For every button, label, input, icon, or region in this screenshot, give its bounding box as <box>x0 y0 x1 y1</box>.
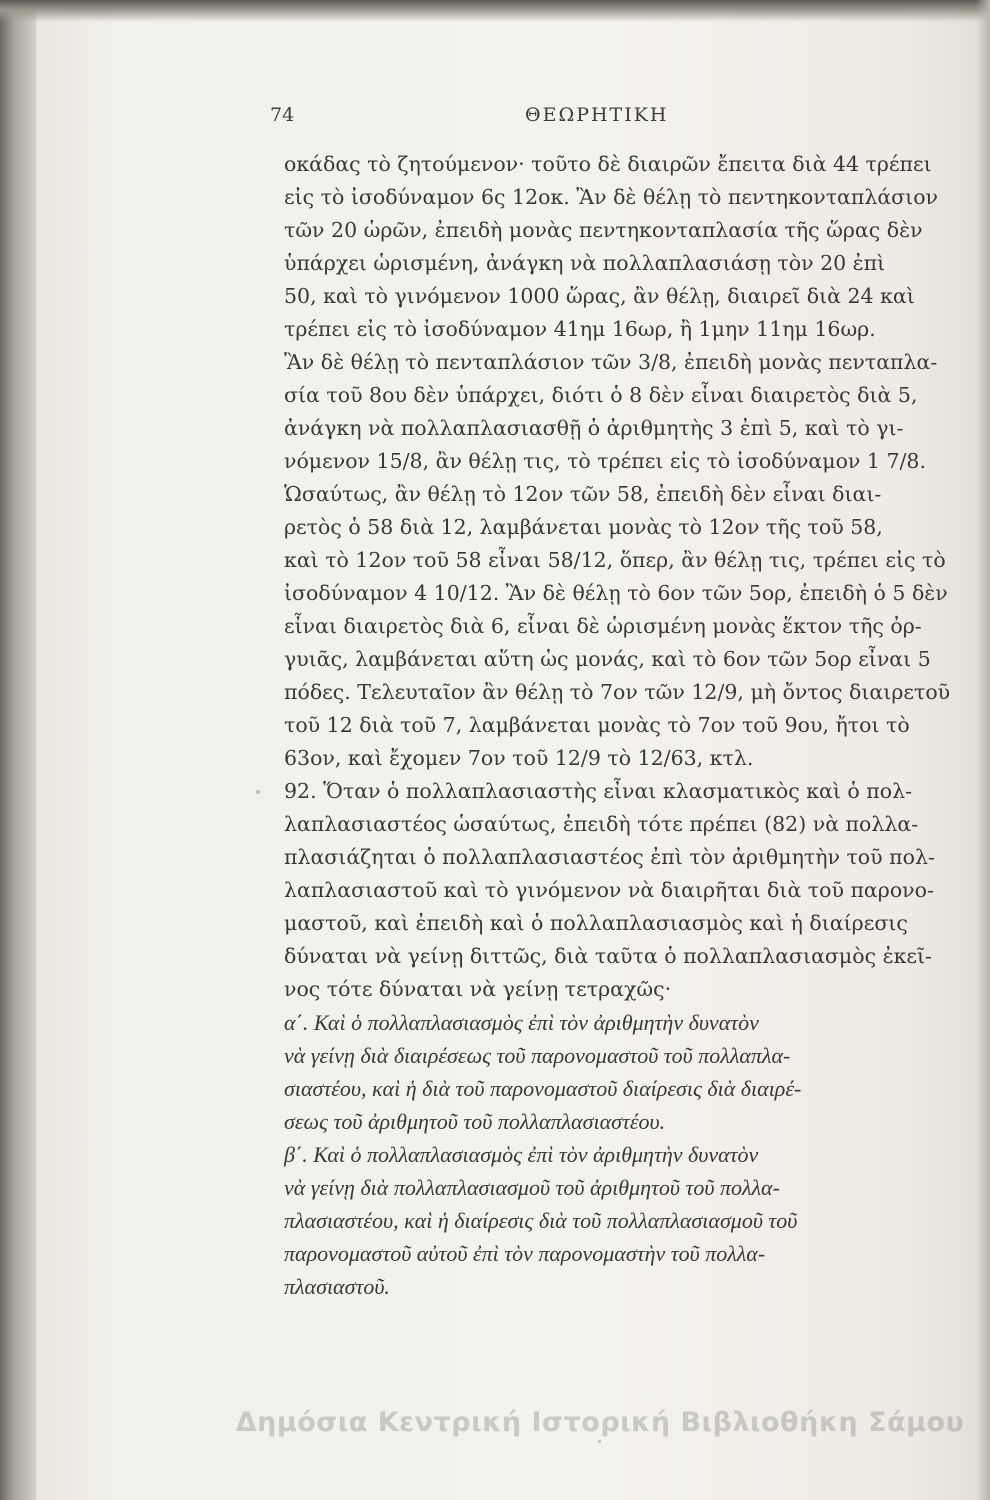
text-line: πλασιάζηται ὁ πολλαπλασιαστέος ἐπὶ τὸν ἀριθμητὴν τοῦ πολ- <box>284 845 935 869</box>
italic-text-line: νὰ γείνῃ διὰ διαιρέσεως τοῦ παρονομαστοῦ τοῦ πολλαπλα- <box>284 1043 791 1068</box>
running-head: ΘΕΩΡΗΤΙΚΗ <box>525 104 669 126</box>
text-line: ρετὸς ὁ 58 διὰ 12, λαμβάνεται μονὰς τὸ 12ον τῆς τοῦ 58, <box>284 515 883 539</box>
text-line: πόδες. Τελευταῖον ἂν θέλῃ τὸ 7ον τῶν 12/9, μὴ ὄντος διαιρετοῦ <box>284 680 951 704</box>
top-edge-shadow <box>0 0 990 22</box>
body-text <box>284 148 964 1303</box>
ink-spot <box>256 790 260 794</box>
text-line: τρέπει εἰς τὸ ἰσοδύναμον 41ημ 16ωρ, ἢ 1μην 11ημ 16ωρ. <box>284 317 876 341</box>
text-line: ἀνάγκη νὰ πολλαπλασιασθῇ ὁ ἀριθμητὴς 3 ἐπὶ 5, καὶ τὸ γι- <box>284 416 904 440</box>
text-line: τῶν 20 ὡρῶν, ἐπειδὴ μονὰς πεντηκονταπλασία τῆς ὥρας δὲν <box>284 218 923 242</box>
italic-text-line: α΄. Καὶ ὁ πολλαπλασιασμὸς ἐπὶ τὸν ἀριθμητὴν δυνατὸν <box>284 1010 759 1035</box>
italic-text-line: παρονομαστοῦ αὐτοῦ ἐπὶ τὸν παρονομαστὴν τοῦ πολλα- <box>284 1241 766 1266</box>
text-line: 50, καὶ τὸ γινόμενον 1000 ὥρας, ἂν θέλῃ, διαιρεῖ διὰ 24 καὶ <box>284 284 915 308</box>
right-edge-shadow <box>976 0 990 1500</box>
text-line: λαπλασιαστέος ὡσαύτως, ἐπειδὴ τότε πρέπει (82) νὰ πολλα- <box>284 812 919 836</box>
page-header <box>270 104 970 134</box>
page-number: 74 <box>270 104 295 126</box>
text-line: Ὡσαύτως, ἂν θέλῃ τὸ 12ον τῶν 58, ἐπειδὴ δὲν εἶναι διαι- <box>284 482 882 506</box>
text-line: μαστοῦ, καὶ ἐπειδὴ καὶ ὁ πολλαπλασιασμὸς καὶ ἡ διαίρεσις <box>284 911 908 935</box>
text-line: εἰς τὸ ἰσοδύναμον 6ς 12οκ. Ἂν δὲ θέλῃ τὸ πεντηκονταπλάσιον <box>284 185 939 209</box>
text-line: εἶναι διαιρετὸς διὰ 6, εἶναι δὲ ὡρισμένη μονὰς ἕκτον τῆς ὀρ- <box>284 614 922 638</box>
text-line: γυιᾶς, λαμβάνεται αὕτη ὡς μονάς, καὶ τὸ 6ον τῶν 5ορ εἶναι 5 <box>284 647 931 671</box>
text-line: νόμενον 15/8, ἂν θέλῃ τις, τὸ τρέπει εἰς τὸ ἰσοδύναμον 1 7/8. <box>284 449 926 473</box>
text-line: οκάδας τὸ ζητούμενον· τοῦτο δὲ διαιρῶν ἔπειτα διὰ 44 τρέπει <box>284 152 932 176</box>
italic-text-line: πλασιαστέου, καὶ ἡ διαίρεσις διὰ τοῦ πολλαπλασιασμοῦ τοῦ <box>284 1208 798 1233</box>
text-line: σία τοῦ 8ου δὲν ὑπάρχει, διότι ὁ 8 δὲν εἶναι διαιρετὸς διὰ 5, <box>284 383 918 407</box>
italic-text-line: νὰ γείνῃ διὰ πολλαπλασιασμοῦ τοῦ ἀριθμητοῦ τοῦ πολλα- <box>284 1175 780 1200</box>
text-line: λαπλασιαστοῦ καὶ τὸ γινόμενον νὰ διαιρῆται διὰ τοῦ παρονο- <box>284 878 934 902</box>
text-line: ἰσοδύναμον 4 10/12. Ἂν δὲ θέλῃ τὸ 6ον τῶν 5ορ, ἐπειδὴ ὁ 5 δὲν <box>284 581 948 605</box>
italic-text-line: πλασιαστοῦ. <box>284 1274 390 1299</box>
text-line: καὶ τὸ 12ον τοῦ 58 εἶναι 58/12, ὅπερ, ἂν θέλῃ τις, τρέπει εἰς τὸ <box>284 548 946 572</box>
text-line: Ἂν δὲ θέλῃ τὸ πενταπλάσιον τῶν 3/8, ἐπειδὴ μονὰς πενταπλα- <box>284 350 938 374</box>
italic-text-line: σεως τοῦ ἀριθμητοῦ τοῦ πολλαπλασιαστέου. <box>284 1109 666 1134</box>
italic-text-line: σιαστέου, καὶ ἡ διὰ τοῦ παρονομαστοῦ διαίρεσις διὰ διαιρέ- <box>284 1076 802 1101</box>
ink-spot <box>598 1440 601 1443</box>
text-line: ὑπάρχει ὡρισμένη, ἀνάγκη νὰ πολλαπλασιάσῃ τὸν 20 ἐπὶ <box>284 251 886 275</box>
library-watermark: Δημόσια Κεντρική Ιστορική Βιβλιοθήκη Σάμου <box>235 1407 965 1438</box>
text-line: δύναται νὰ γείνῃ διττῶς, διὰ ταῦτα ὁ πολλαπλασιασμὸς ἐκεῖ- <box>284 944 932 968</box>
text-line: 63ον, καὶ ἔχομεν 7ον τοῦ 12/9 τὸ 12/63, κτλ. <box>284 746 754 770</box>
italic-text-line: β΄. Καὶ ὁ πολλαπλασιασμὸς ἐπὶ τὸν ἀριθμητὴν δυνατὸν <box>284 1142 759 1167</box>
text-line: τοῦ 12 διὰ τοῦ 7, λαμβάνεται μονὰς τὸ 7ον τοῦ 9ου, ἤτοι τὸ <box>284 713 910 737</box>
book-spine-shadow <box>0 0 36 1500</box>
text-line: 92. Ὅταν ὁ πολλαπλασιαστὴς εἶναι κλασματικὸς καὶ ὁ πολ- <box>284 779 913 803</box>
text-line: νος τότε δύναται νὰ γείνῃ τετραχῶς· <box>284 977 672 1001</box>
